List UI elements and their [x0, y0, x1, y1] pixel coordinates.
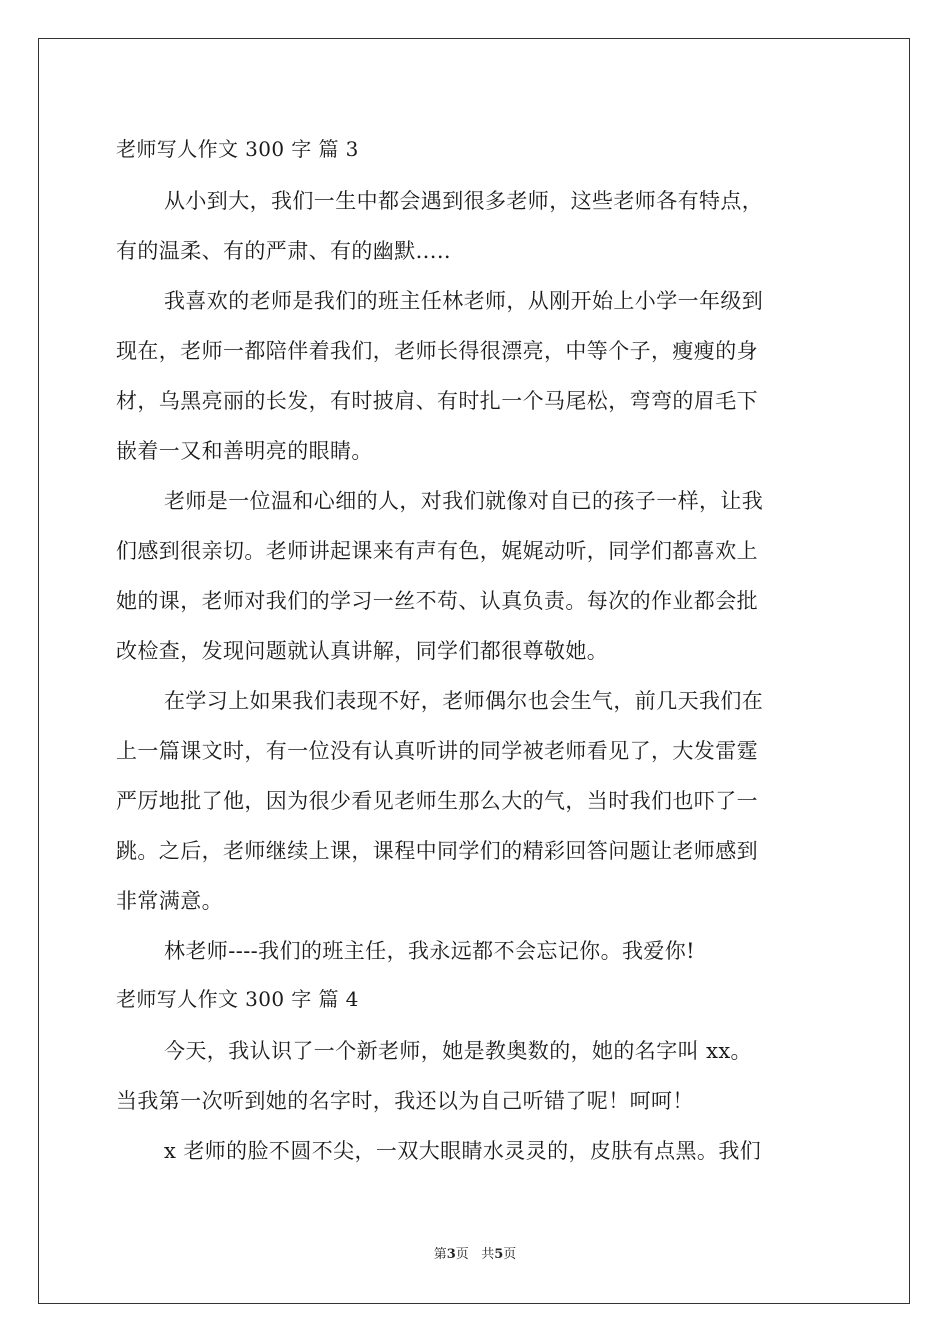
- paragraph-line: 材，乌黑亮丽的长发，有时披肩、有时扎一个马尾松，弯弯的眉毛下: [116, 389, 758, 413]
- paragraph-line: 今天，我认识了一个新老师，她是教奥数的，她的名字叫 xx。: [164, 1039, 752, 1063]
- footer-page-number: 3: [446, 1247, 456, 1262]
- paragraph-line: x 老师的脸不圆不尖，一双大眼睛水灵灵的，皮肤有点黑。我们: [164, 1139, 762, 1163]
- paragraph-line: 有的温柔、有的严肃、有的幽默.....: [116, 239, 451, 263]
- paragraph-line: 们感到很亲切。老师讲起课来有声有色，娓娓动听，同学们都喜欢上: [116, 539, 758, 563]
- paragraph-line: 跳。之后，老师继续上课，课程中同学们的精彩回答问题让老师感到: [116, 839, 758, 863]
- paragraph-line: 从小到大，我们一生中都会遇到很多老师，这些老师各有特点，: [164, 189, 764, 213]
- paragraph-line: 她的课，老师对我们的学习一丝不苟、认真负责。每次的作业都会批: [116, 589, 758, 613]
- paragraph-line: 改检查，发现问题就认真讲解，同学们都很尊敬她。: [116, 639, 609, 663]
- paragraph-line: 我喜欢的老师是我们的班主任林老师，从刚开始上小学一年级到: [164, 289, 764, 313]
- paragraph-line: 非常满意。: [116, 889, 223, 913]
- paragraph-line: 上一篇课文时，有一位没有认真听讲的同学被老师看见了，大发雷霆: [116, 739, 758, 763]
- section-heading: 老师写人作文 300 字 篇 4: [116, 987, 359, 1011]
- paragraph-line: 当我第一次听到她的名字时，我还以为自己听错了呢！呵呵！: [116, 1089, 694, 1113]
- footer-page-suffix: 页: [455, 1247, 469, 1262]
- footer-total-suffix: 页: [503, 1247, 517, 1262]
- page-footer: [0, 1246, 950, 1264]
- footer-total-pages: 5: [494, 1247, 504, 1262]
- paragraph-line: 现在，老师一都陪伴着我们，老师长得很漂亮，中等个子，瘦瘦的身: [116, 339, 758, 363]
- paragraph-line: 老师是一位温和心细的人，对我们就像对自已的孩子一样，让我: [164, 489, 764, 513]
- paragraph-line: 林老师----我们的班主任，我永远都不会忘记你。我爱你!: [164, 939, 696, 963]
- paragraph-line: 严厉地批了他，因为很少看见老师生那么大的气，当时我们也吓了一: [116, 789, 758, 813]
- footer-page-prefix: 第: [433, 1247, 447, 1262]
- footer-total-prefix: 共: [481, 1247, 495, 1262]
- paragraph-line: 嵌着一又和善明亮的眼睛。: [116, 439, 373, 463]
- paragraph-line: 在学习上如果我们表现不好，老师偶尔也会生气，前几天我们在: [164, 689, 764, 713]
- section-heading: 老师写人作文 300 字 篇 3: [116, 137, 359, 161]
